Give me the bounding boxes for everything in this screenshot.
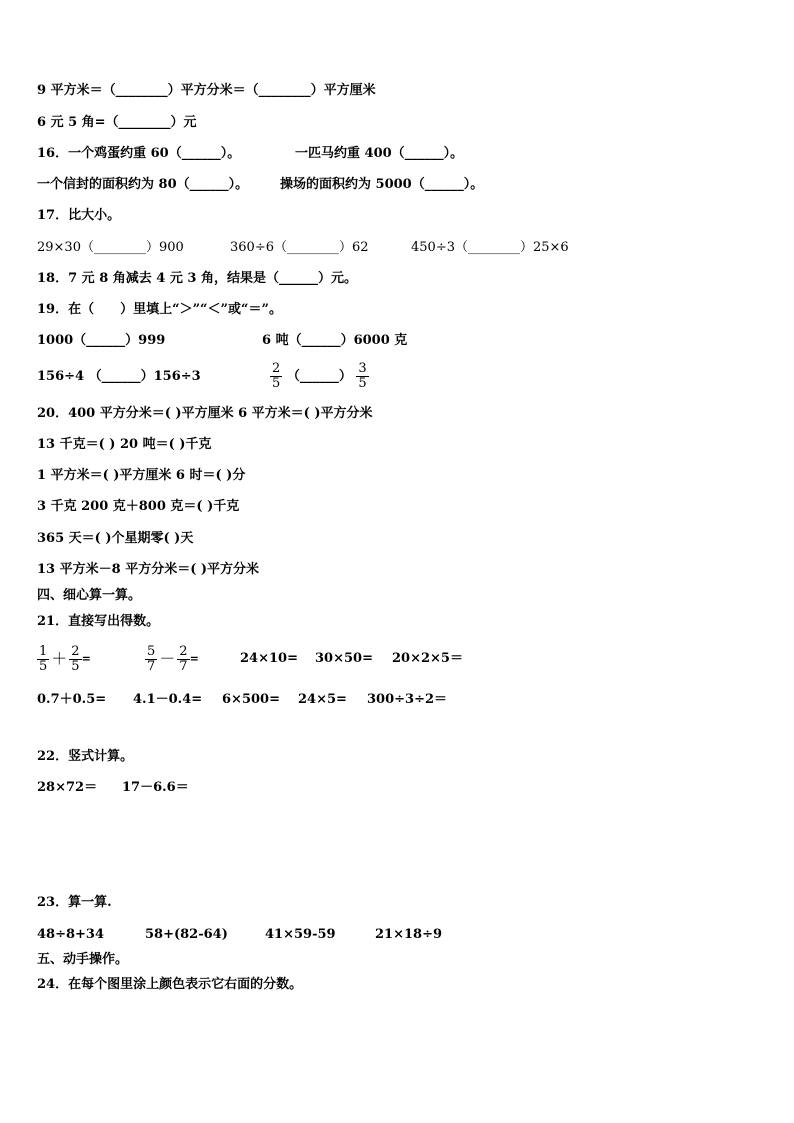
q21-fraction-subtract: $\frac{5}{7}$ － $\frac{2}{7}$ =	[147, 643, 199, 674]
q17-compare-3: 450÷3（________）25×6	[411, 240, 569, 255]
section-4-title: 四、细心算一算。	[37, 588, 142, 603]
q21-calc-2: 30×50=	[315, 651, 373, 666]
fraction-two-fifths: $\frac{2}{5}$	[272, 361, 281, 391]
fraction-three-fifths: $\frac{3}{5}$	[358, 361, 367, 391]
q17-title: 17．比大小。	[37, 208, 121, 223]
q16-egg-weight: 16．一个鸡蛋约重 60（______）。	[37, 146, 241, 161]
q21-calc-6: 6×500=	[222, 692, 280, 707]
q22-calc-2: 17－6.6＝	[122, 780, 189, 795]
q17-compare-2: 360÷6（________）62	[230, 240, 369, 255]
q21-title: 21．直接写出得数。	[37, 614, 160, 629]
q15-area-conversion: 9 平方米＝（________）平方分米＝（________）平方厘米	[37, 83, 376, 98]
fraction-one-fifth: $\frac{1}{5}$	[39, 643, 48, 674]
q22-title: 22．竖式计算。	[37, 749, 134, 764]
q21-fraction-add: $\frac{1}{5}$ ＋ $\frac{2}{5}$ =	[39, 643, 91, 674]
q19-compare-3: 156÷4 （______）156÷3	[37, 369, 201, 384]
fraction-two-sevenths: $\frac{2}{7}$	[179, 643, 188, 674]
q23-calc-1: 48÷8+34	[37, 927, 105, 942]
q19-title: 19．在（ ）里填上“＞”“＜”或“＝”。	[37, 302, 282, 317]
fraction-two-fifths: $\frac{2}{5}$	[71, 643, 80, 674]
q20-conversion-2: 13 千克＝( ) 20 吨＝( )千克	[37, 437, 212, 452]
section-5-title: 五、动手操作。	[37, 952, 129, 967]
q19-compare-4: $\frac{2}{5}$ （______） $\frac{3}{5}$	[272, 361, 367, 391]
q18-money-subtract: 18．7 元 8 角减去 4 元 3 角，结果是（______）元。	[37, 271, 357, 286]
q15-money-conversion: 6 元 5 角=（________）元	[37, 115, 197, 130]
q20-conversion-4: 3 千克 200 克＋800 克＝( )千克	[37, 499, 240, 514]
q21-calc-8: 300÷3÷2＝	[367, 692, 448, 707]
q23-calc-4: 21×18÷9	[375, 927, 443, 942]
q21-calc-5: 4.1－0.4=	[133, 692, 203, 707]
q21-calc-1: 24×10=	[240, 651, 298, 666]
q21-calc-7: 24×5=	[298, 692, 347, 707]
q16-horse-weight: 一匹马约重 400（______）。	[295, 146, 464, 161]
q24-title: 24．在每个图里涂上颜色表示它右面的分数。	[37, 977, 303, 992]
q16-envelope-area: 一个信封的面积约为 80（______）。	[37, 177, 249, 192]
q23-title: 23．算一算.	[37, 895, 112, 910]
q23-calc-3: 41×59-59	[265, 927, 336, 942]
q17-compare-1: 29×30（________）900	[37, 240, 184, 255]
q23-calc-2: 58+(82-64)	[145, 927, 228, 942]
q20-conversion-3: 1 平方米＝( )平方厘米 6 时＝( )分	[37, 468, 246, 483]
fraction-five-sevenths: $\frac{5}{7}$	[147, 643, 156, 674]
q21-calc-3: 20×2×5＝	[392, 651, 463, 666]
q20-conversion-6: 13 平方米－8 平方分米＝( )平方分米	[37, 562, 260, 577]
q22-calc-1: 28×72＝	[37, 780, 98, 795]
q20-conversion-1: 20．400 平方分米＝( )平方厘米 6 平方米＝( )平方分米	[37, 406, 373, 421]
q21-calc-4: 0.7＋0.5=	[37, 692, 107, 707]
q16-playground-area: 操场的面积约为 5000（______）。	[280, 177, 484, 192]
q19-compare-1: 1000（______）999	[37, 333, 166, 348]
q20-conversion-5: 365 天＝( )个星期零( )天	[37, 531, 194, 546]
q19-compare-2: 6 吨（______）6000 克	[262, 333, 408, 348]
